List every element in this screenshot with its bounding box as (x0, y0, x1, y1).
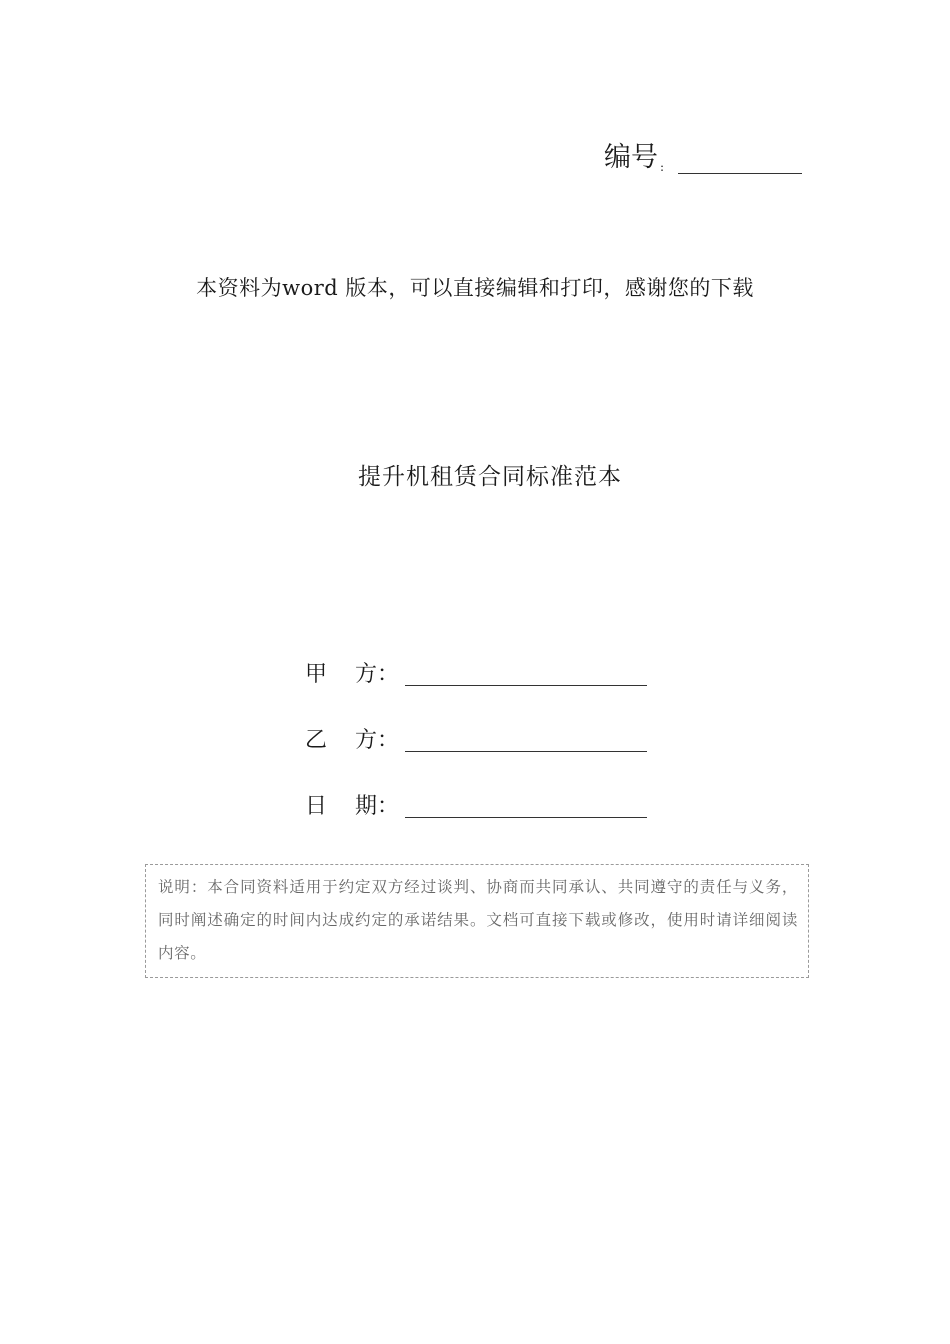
party-a-label: 甲 方： (305, 662, 399, 687)
party-b-row (305, 722, 647, 756)
download-notice: 本资料为word 版本，可以直接编辑和打印，感谢您的下载 (196, 276, 754, 300)
party-a-row (305, 656, 647, 690)
party-a-blank (405, 685, 647, 686)
explanation-box: 说明：本合同资料适用于约定双方经过谈判、协商而共同承认、共同遵守的责任与义务，同时阐述确定的时间内达成约定的承诺结果。文档可直接下载或修改，使用时请详细阅读内容。 (145, 864, 809, 978)
document-title: 提升机租赁合同标准范本 (358, 464, 622, 490)
date-blank (405, 817, 647, 818)
serial-number-colon: : (660, 160, 665, 174)
serial-number-label: 编号 (604, 142, 658, 173)
date-row (305, 788, 647, 822)
serial-number-field (604, 140, 802, 176)
serial-number-blank (678, 173, 802, 174)
date-label: 日 期： (305, 794, 399, 819)
party-b-label: 乙 方： (305, 728, 399, 753)
party-b-blank (405, 751, 647, 752)
